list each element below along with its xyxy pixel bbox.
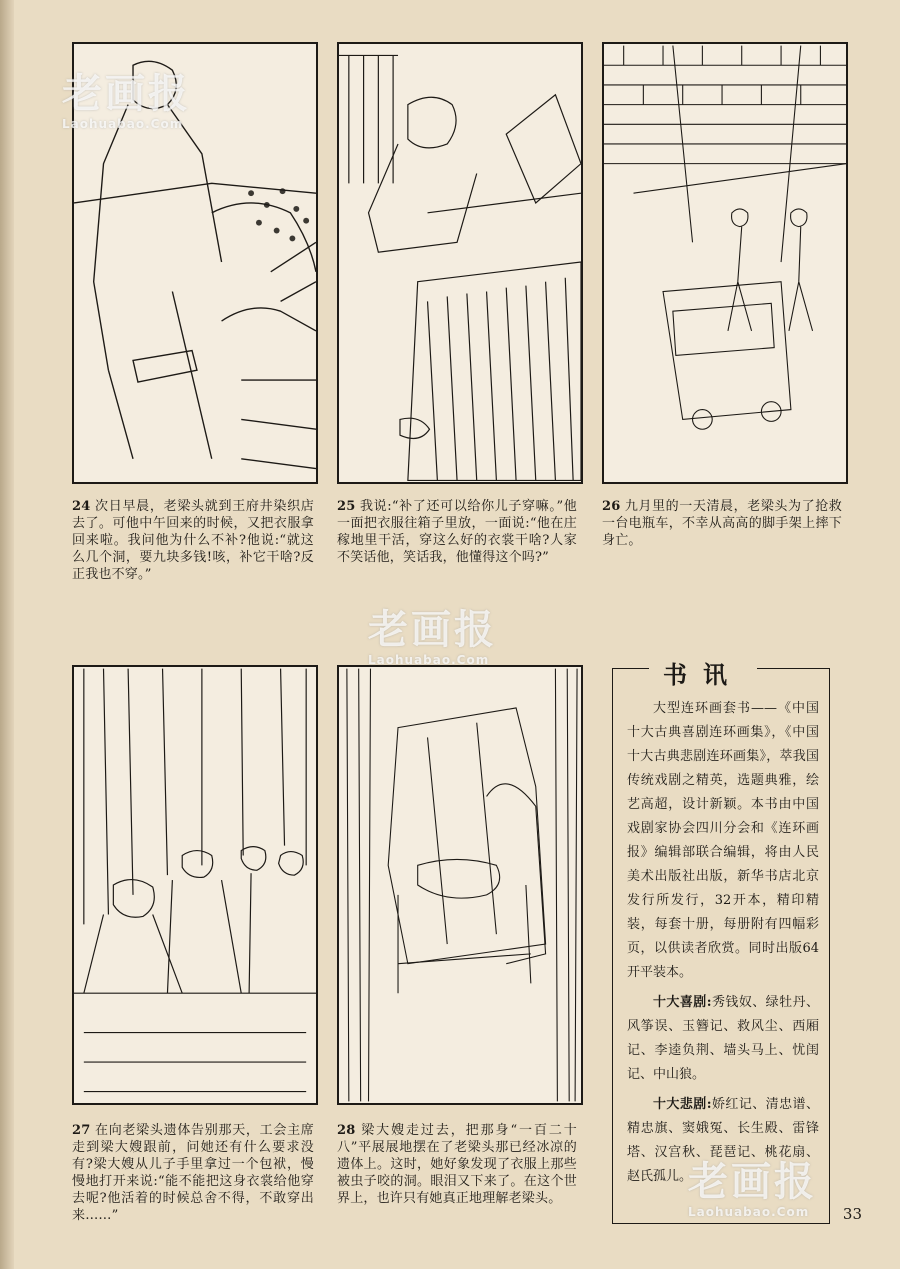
notice-title: 书讯	[649, 655, 757, 690]
book-notice-box	[612, 660, 830, 1224]
caption-number: 25	[337, 499, 356, 514]
farewell-ceremony-drawing	[74, 667, 316, 1103]
page-number: 33	[842, 1205, 862, 1223]
panel-27-illustration	[72, 665, 318, 1105]
panel-28-illustration	[337, 665, 583, 1105]
caption-text: 次日早晨，老梁头就到王府井染织店去了。可他中午回来的时候，又把衣服拿回来啦。我问他为什么不补?他说:“就这么几个洞，要九块多钱!咳，补它干啥?反正我也不穿。”	[72, 499, 314, 582]
watermark-url: Laohuabao.Com	[688, 1205, 810, 1219]
caption-28	[337, 1122, 577, 1207]
watermark-logo	[688, 1150, 817, 1219]
tragedy-label: 十大悲剧:	[653, 1097, 712, 1112]
watermark-brand: 老画报	[62, 71, 191, 117]
caption-text: 我说:“补了还可以给你儿子穿嘛。”他一面把衣服往箱子里放，一面说:“他在庄稼地里干活，穿这么好的衣裳干啥?人家不笑话他，笑话我，他懂得这个吗?”	[337, 499, 577, 565]
caption-text: 梁大嫂走过去，把那身“一百二十八”平展展地摆在了老梁头那已经冰凉的遗体上。这时，她好象发现了衣服上那些被虫子咬的洞。眼泪又下来了。在这个世界上，也许只有她真正地理解老梁头。	[337, 1123, 577, 1206]
page-binding-edge	[0, 0, 14, 1269]
comedy-label: 十大喜剧:	[653, 995, 712, 1010]
scaffold-accident-drawing	[604, 44, 846, 482]
caption-text: 在向老梁头遗体告别那天，工会主席走到梁大嫂跟前，问她还有什么要求没有?梁大嫂从儿子手里拿过一个包袱，慢慢地打开来说:“能不能把这身衣裳给他穿去呢?他活着的时候总舍不得，不敢穿出来……”	[72, 1123, 314, 1223]
watermark-logo	[368, 598, 497, 667]
caption-number: 28	[337, 1123, 356, 1138]
notice-intro: 大型连环画套书——《中国十大古典喜剧连环画集》，《中国十大古典悲剧连环画集》，萃我国传统戏剧之精英，选题典雅，绘艺高超，设计新颖。本书由中国戏剧家协会四川分会和《连环画报》编辑部联合编辑，将由人民美术出版社出版，新华书店北京发行所发行，32开本，精印精装，每套十册，每册附有四幅彩页，以供读者欣赏。同时出版64开平装本。	[627, 701, 819, 980]
notice-body	[627, 697, 819, 1195]
watermark-logo	[62, 62, 191, 131]
panel-26-illustration	[602, 42, 848, 484]
bed-and-trunk-drawing	[339, 44, 581, 482]
caption-25	[337, 498, 577, 566]
caption-24	[72, 498, 314, 583]
caption-number: 26	[602, 499, 621, 514]
watermark-brand: 老画报	[368, 607, 497, 653]
watermark-url: Laohuabao.Com	[368, 653, 490, 667]
comedy-titles: 秀钱奴、绿牡丹、风筝误、玉簪记、救风尘、西厢记、李逵负荆、墙头马上、忧闺记、中山狼。	[627, 995, 819, 1082]
caption-26	[602, 498, 842, 549]
caption-number: 27	[72, 1123, 91, 1138]
panel-25-illustration	[337, 42, 583, 484]
caption-number: 24	[72, 499, 91, 514]
watermark-url: Laohuabao.Com	[62, 117, 184, 131]
caption-27	[72, 1122, 314, 1224]
caption-text: 九月里的一天清晨，老梁头为了抢救一台电瓶车，不幸从高高的脚手架上摔下身亡。	[602, 499, 842, 548]
mourning-scene-drawing	[339, 667, 581, 1103]
watermark-brand: 老画报	[688, 1159, 817, 1205]
tragedy-titles: 娇红记、清忠谱、精忠旗、窦娥冤、长生殿、雷锋塔、汉宫秋、琵琶记、桃花扇、赵氏孤儿。	[627, 1097, 819, 1184]
notice-comedy-list	[627, 991, 819, 1087]
